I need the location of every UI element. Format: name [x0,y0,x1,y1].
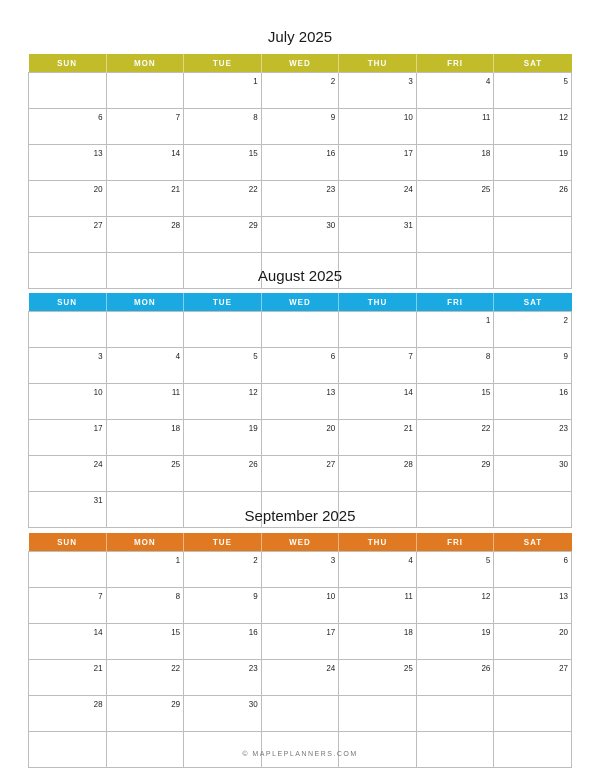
weekday-header: SUN [29,54,107,73]
weekday-header: SUN [29,533,107,552]
day-cell: 23 [261,181,339,217]
day-cell: 17 [29,420,107,456]
calendar-july-2025 [28,28,572,289]
day-cell: 8 [184,109,262,145]
day-cell: 6 [494,552,572,588]
day-cell: 4 [106,348,184,384]
day-cell: 28 [29,696,107,732]
day-cell: 31 [339,217,417,253]
day-cell: 2 [494,312,572,348]
week-row [29,181,572,217]
day-cell: 15 [184,145,262,181]
day-cell: 23 [494,420,572,456]
day-cell [494,732,572,768]
day-cell: 22 [416,420,494,456]
month-title: August 2025 [257,268,343,285]
day-cell: 8 [106,588,184,624]
day-cell: 19 [494,145,572,181]
weekday-header: FRI [416,293,494,312]
day-cell: 30 [184,696,262,732]
day-cell: 13 [29,145,107,181]
day-cell [339,732,417,768]
calendar-august-2025 [28,267,572,528]
week-row [29,384,572,420]
day-cell: 20 [29,181,107,217]
day-cell [29,552,107,588]
day-cell: 19 [184,420,262,456]
day-cell: 18 [339,624,417,660]
day-cell [29,312,107,348]
day-cell [494,217,572,253]
week-row [29,732,572,768]
day-cell: 26 [494,181,572,217]
weekday-header-row [29,293,572,312]
day-cell: 5 [184,348,262,384]
day-cell: 12 [416,588,494,624]
day-cell: 29 [184,217,262,253]
day-cell: 22 [184,181,262,217]
day-cell: 18 [416,145,494,181]
day-cell [106,312,184,348]
month-title: September 2025 [244,508,356,525]
day-cell: 9 [494,348,572,384]
day-cell: 2 [261,73,339,109]
week-row [29,73,572,109]
day-cell: 3 [261,552,339,588]
day-cell: 16 [261,145,339,181]
day-cell: 21 [29,660,107,696]
day-cell [106,73,184,109]
week-row [29,217,572,253]
day-cell: 24 [29,456,107,492]
day-cell: 30 [261,217,339,253]
weekday-header: WED [261,293,339,312]
day-cell: 11 [106,384,184,420]
day-cell: 5 [416,552,494,588]
weekday-header: MON [106,54,184,73]
weekday-header: THU [339,533,417,552]
day-cell: 29 [416,456,494,492]
day-cell: 24 [261,660,339,696]
day-cell: 15 [106,624,184,660]
week-row [29,109,572,145]
weekday-header: SAT [494,54,572,73]
day-cell [416,217,494,253]
day-cell [416,732,494,768]
week-row [29,456,572,492]
day-cell: 28 [106,217,184,253]
day-cell: 8 [416,348,494,384]
day-cell: 15 [416,384,494,420]
weekday-header: MON [106,533,184,552]
day-cell: 17 [339,145,417,181]
weekday-header: TUE [184,293,262,312]
day-cell: 10 [339,109,417,145]
day-cell: 4 [416,73,494,109]
day-cell: 1 [106,552,184,588]
day-cell: 22 [106,660,184,696]
day-cell: 3 [339,73,417,109]
week-row [29,420,572,456]
weekday-header: SUN [29,293,107,312]
month-grid [28,54,572,289]
day-cell: 7 [29,588,107,624]
day-cell: 26 [184,456,262,492]
weekday-header: SAT [494,293,572,312]
footer-credit: © MAPLEPLANNERS.COM [242,751,358,758]
week-row [29,312,572,348]
day-cell: 14 [29,624,107,660]
day-cell [339,696,417,732]
day-cell: 6 [261,348,339,384]
day-cell: 27 [29,217,107,253]
week-row [29,552,572,588]
day-cell: 3 [29,348,107,384]
weekday-header: THU [339,293,417,312]
week-row [29,145,572,181]
weekday-header: THU [339,54,417,73]
day-cell: 12 [494,109,572,145]
day-cell: 2 [184,552,262,588]
day-cell: 31 [29,492,107,528]
day-cell: 7 [106,109,184,145]
day-cell [261,312,339,348]
day-cell: 27 [261,456,339,492]
day-cell [106,732,184,768]
day-cell: 14 [106,145,184,181]
weekday-header: SAT [494,533,572,552]
day-cell: 21 [339,420,417,456]
weekday-header-row [29,54,572,73]
weekday-header: WED [261,533,339,552]
day-cell: 20 [494,624,572,660]
day-cell: 19 [416,624,494,660]
weekday-header: WED [261,54,339,73]
day-cell: 4 [339,552,417,588]
month-grid [28,293,572,528]
day-cell: 7 [339,348,417,384]
day-cell: 25 [416,181,494,217]
day-cell: 11 [416,109,494,145]
weekday-header: TUE [184,533,262,552]
day-cell [494,696,572,732]
month-title: July 2025 [267,29,333,46]
day-cell: 6 [29,109,107,145]
day-cell: 13 [261,384,339,420]
day-cell: 23 [184,660,262,696]
weekday-header: TUE [184,54,262,73]
day-cell [339,312,417,348]
day-cell [261,696,339,732]
day-cell: 5 [494,73,572,109]
day-cell: 30 [494,456,572,492]
day-cell: 9 [184,588,262,624]
weekday-header-row [29,533,572,552]
week-row [29,348,572,384]
day-cell [29,732,107,768]
weekday-header: MON [106,293,184,312]
day-cell: 21 [106,181,184,217]
day-cell: 25 [339,660,417,696]
day-cell [261,732,339,768]
day-cell [184,732,262,768]
day-cell: 9 [261,109,339,145]
day-cell: 18 [106,420,184,456]
day-cell [184,312,262,348]
day-cell: 17 [261,624,339,660]
day-cell: 12 [184,384,262,420]
day-cell: 29 [106,696,184,732]
day-cell: 26 [416,660,494,696]
day-cell: 11 [339,588,417,624]
week-row [29,660,572,696]
day-cell: 25 [106,456,184,492]
day-cell: 28 [339,456,417,492]
day-cell: 16 [184,624,262,660]
weekday-header: FRI [416,54,494,73]
day-cell: 1 [184,73,262,109]
day-cell: 10 [29,384,107,420]
day-cell: 13 [494,588,572,624]
day-cell: 16 [494,384,572,420]
day-cell [29,73,107,109]
month-grid [28,533,572,768]
calendar-september-2025 [28,507,572,768]
week-row [29,588,572,624]
day-cell: 27 [494,660,572,696]
weekday-header: FRI [416,533,494,552]
day-cell: 24 [339,181,417,217]
day-cell: 1 [416,312,494,348]
week-row [29,696,572,732]
week-row [29,624,572,660]
day-cell [416,696,494,732]
day-cell: 10 [261,588,339,624]
day-cell: 14 [339,384,417,420]
day-cell: 20 [261,420,339,456]
